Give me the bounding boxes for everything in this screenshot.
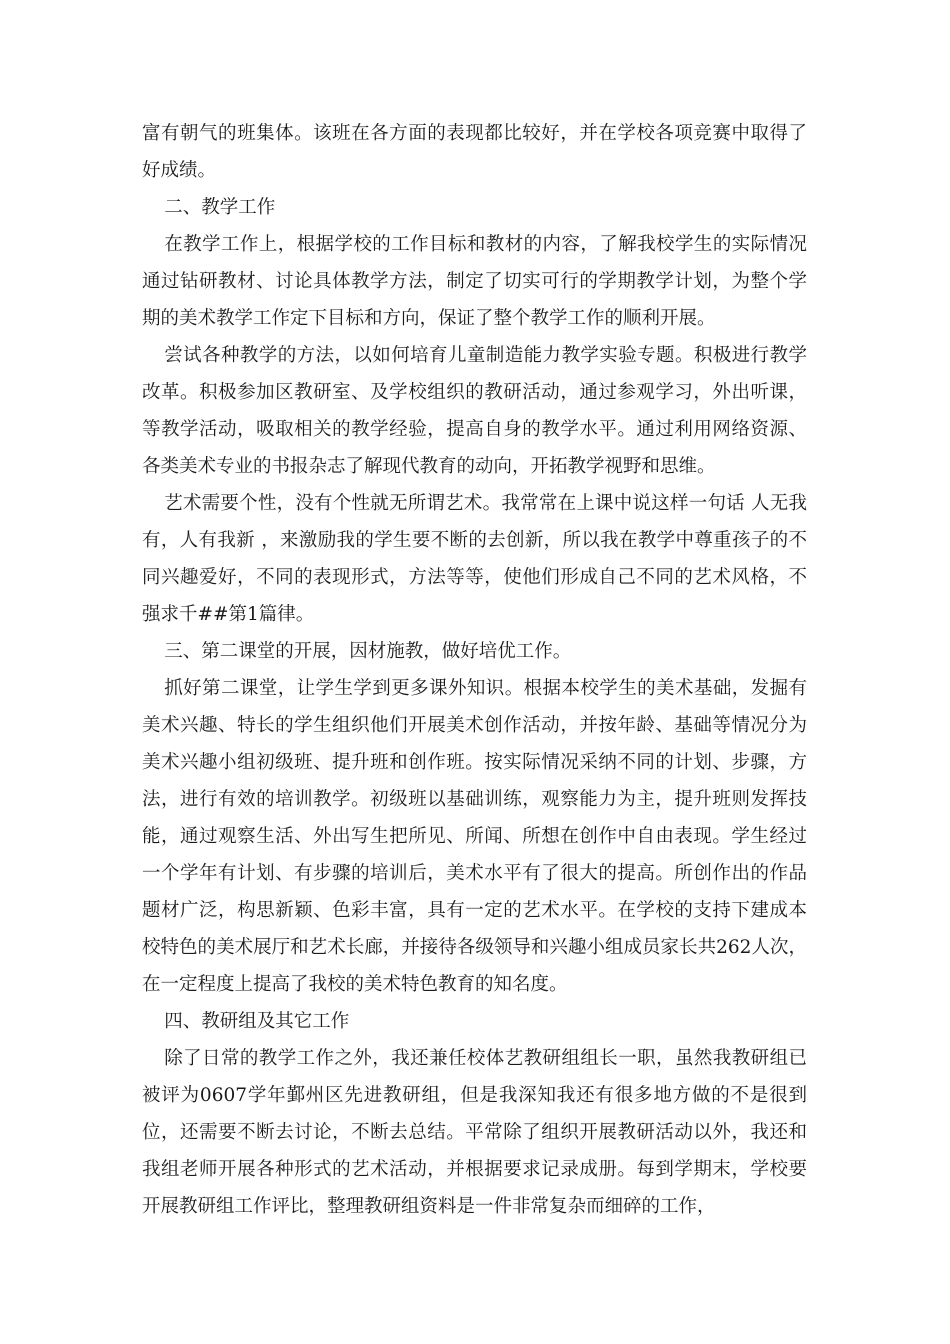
section-heading-teaching: 二、教学工作	[164, 197, 276, 218]
paragraph-continuation: 富有朝气的班集体。该班在各方面的表现都比较好，并在学校各项竞赛中取得了好成绩。	[142, 123, 807, 181]
paragraph-research-group: 除了日常的教学工作之外，我还兼任校体艺教研组组长一职，虽然我教研组已被评为0607学年鄞州区先进教研组，但是我深知我还有很多地方做的不是很到位，还需要不断去讨论，不断去总结。平常除了组织开展教研活动以外，我还和我组老师开展各种形式的艺术活动，并根据要求记录成册。每到学期末，学校要开展教研组工作评比，整理教研组资料是一件非常复杂而细碎的工作，	[142, 1048, 807, 1217]
section-heading-second-classroom: 三、第二课堂的开展，因材施教，做好培优工作。	[164, 641, 572, 662]
paragraph-second-classroom: 抓好第二课堂，让学生学到更多课外知识。根据本校学生的美术基础，发掘有美术兴趣、特长的学生组织他们开展美术创作活动，并按年龄、基础等情况分为美术兴趣小组初级班、提升班和创作班。按实际情况采纳不同的计划、步骤，方法，进行有效的培训教学。初级班以基础训练，观察能力为主，提升班则发挥技能，通过观察生活、外出写生把所见、所闻、所想在创作中自由表现。学生经过一个学年有计划、有步骤的培训后，美术水平有了很大的提高。所创作出的作品题材广泛，构思新颖、色彩丰富，具有一定的艺术水平。在学校的支持下建成本校特色的美术展厅和艺术长廊，并接待各级领导和兴趣小组成员家长共262人次，在一定程度上提高了我校的美术特色教育的知名度。	[142, 678, 807, 995]
document-body	[142, 115, 807, 1225]
paragraph-teaching-plan: 在教学工作上，根据学校的工作目标和教材的内容，了解我校学生的实际情况通过钻研教材、讨论具体教学方法，制定了切实可行的学期教学计划，为整个学期的美术教学工作定下目标和方向，保证了整个教学工作的顺利开展。	[142, 234, 807, 329]
section-heading-research-group: 四、教研组及其它工作	[164, 1011, 350, 1032]
paragraph-teaching-methods: 尝试各种教学的方法，以如何培育儿童制造能力教学实验专题。积极进行教学改革。积极参加区教研室、及学校组织的教研活动，通过参观学习，外出听课，等教学活动，吸取相关的教学经验，提高自身的教学水平。通过利用网络资源、各类美术专业的书报杂志了解现代教育的动向，开拓教学视野和思维。	[142, 345, 807, 477]
paragraph-art-individuality: 艺术需要个性，没有个性就无所谓艺术。我常常在上课中说这样一句话 人无我有，人有我新 ，来激励我的学生要不断的去创新，所以我在教学中尊重孩子的不同兴趣爱好，不同的表现形式，方法等等，使他们形成自己不同的艺术风格，不强求千##第1篇律。	[142, 493, 807, 625]
